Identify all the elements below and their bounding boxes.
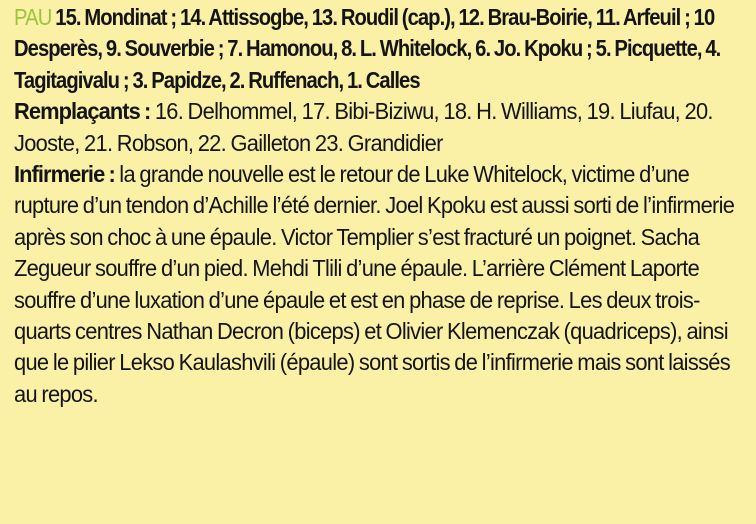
team-lineup: 15. Mondinat ; 14. Attissogbe, 13. Roudil (cap.), 12. Brau-Boirie, 11. Arfeuil ; 10 Desperès, 9. Souverbie ; 7. Hamonou, 8. L. Whitelock, 6. Jo. Kpoku ; 5. Picquette, 4. Tagitagivalu ; 3. Papidze, 2. Ruffenach, 1. Calles: [14, 4, 721, 93]
substitutes-paragraph: [14, 96, 739, 159]
team-lineup-paragraph: [14, 2, 745, 96]
substitutes-list: 16. Delhommel, 17. Bibi-Biziwu, 18. H. Williams, 19. Liufau, 20. Jooste, 21. Robson, 22. Gailleton 23. Grandidier: [14, 98, 713, 156]
injuries-text: la grande nouvelle est le retour de Luke Whitelock, victime d’une rupture d’un tendon d’Achille l’été dernier. Joel Kpoku est aussi sorti de l’infirmerie après son choc à une épaule. Victor Templier s’est fracturé un poignet. Sacha Zegueur souffre d’un pied. Mehdi Tlili d’une épaule. L’arrière Clément Laporte souffre d’une luxation d’une épaule et est en phase de reprise. Les deux trois-quarts centres Nathan Decron (biceps) et Olivier Klemenczak (quadriceps), ainsi que le pilier Lekso Kaulashvili (épaule) sont sortis de l’infirmerie mais sont laissés au repos.: [14, 161, 735, 407]
injuries-label: Infirmerie :: [14, 161, 115, 188]
injuries-paragraph: [14, 159, 739, 410]
team-name: PAU: [14, 4, 52, 30]
substitutes-label: Remplaçants :: [14, 98, 151, 125]
